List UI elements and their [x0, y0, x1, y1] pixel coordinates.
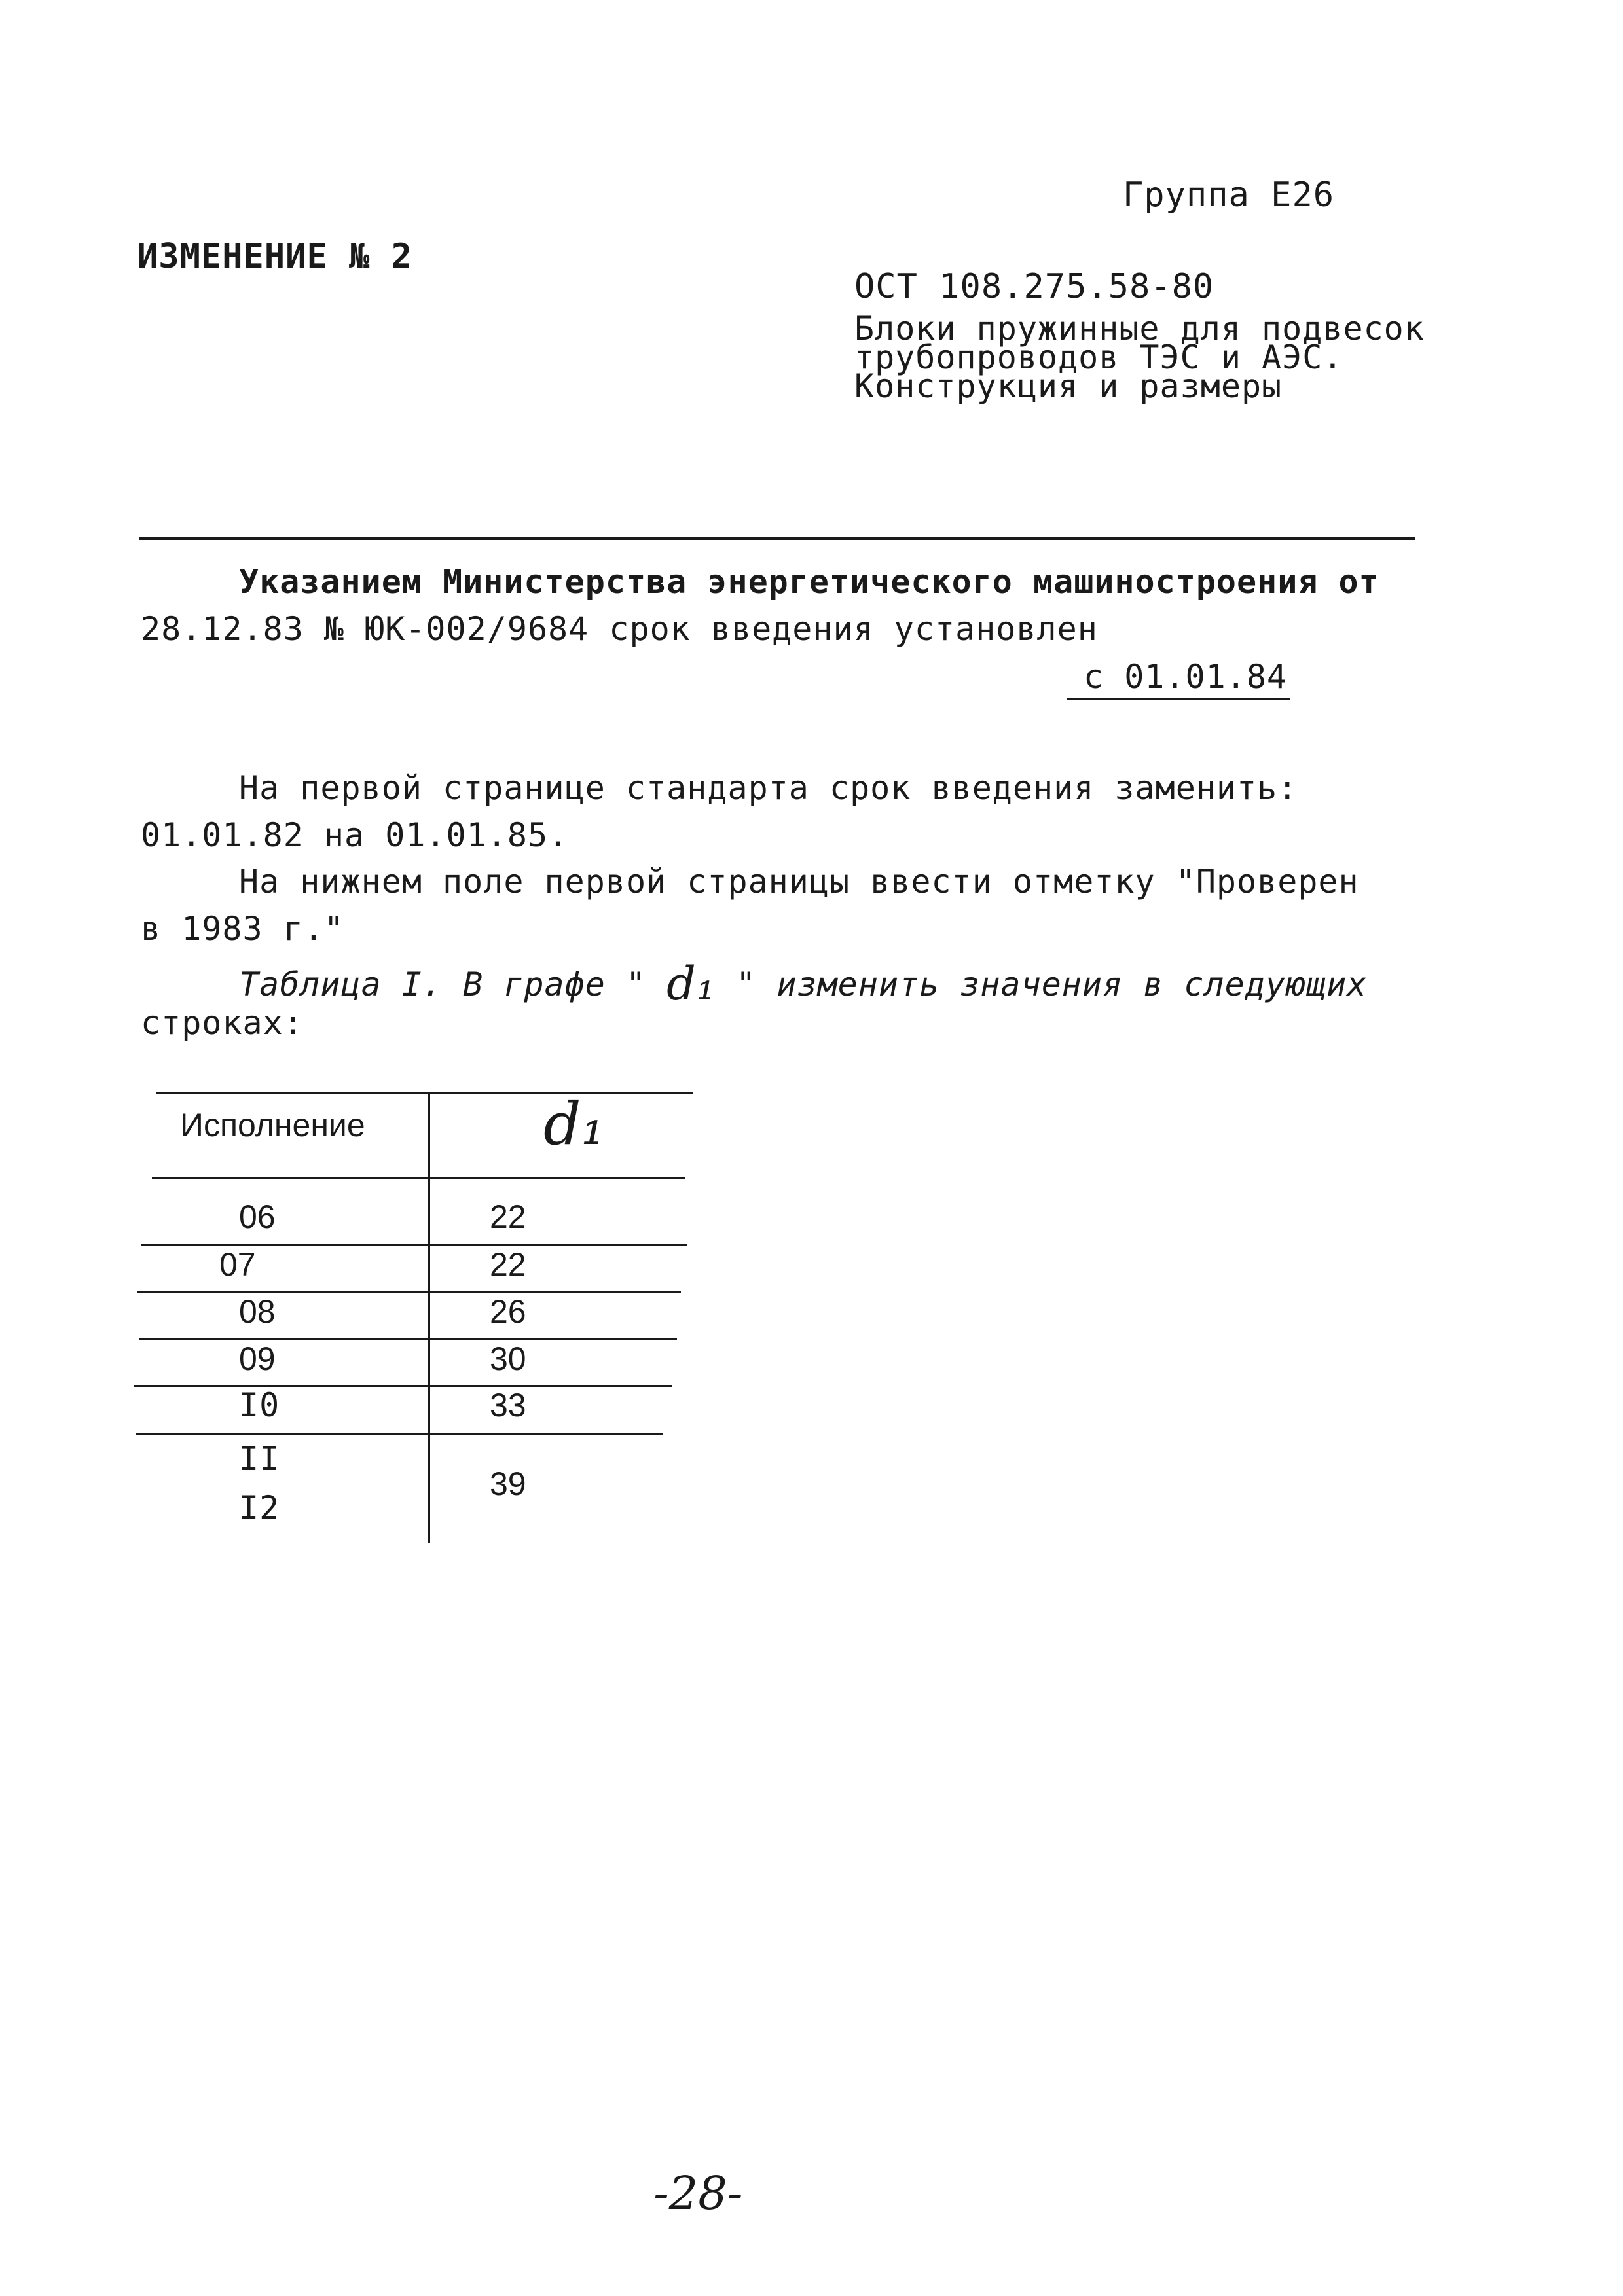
directive-line-2: 28.12.83 № ЮК-002/9684 срок введения установлен [141, 610, 1098, 648]
table-cell-d1: 22 [490, 1198, 526, 1235]
table-cell-d1: 33 [490, 1387, 526, 1424]
table-cell-variant: II [239, 1440, 280, 1478]
paragraph-2-line-2: в 1983 г." [141, 910, 345, 948]
table-row-rule [139, 1338, 677, 1340]
title-line: Блоки пружинные для подвесок [854, 310, 1425, 348]
paragraph-1-line-2: 01.01.82 на 01.01.85. [141, 816, 569, 854]
header-divider [139, 537, 1415, 540]
standard-title [854, 310, 1425, 405]
directive-line-1: Указанием Министерства энергетического машиностроения от [239, 563, 1379, 601]
table-cell-d1: 39 [490, 1465, 526, 1502]
page-number: -28- [653, 2166, 743, 2220]
title-line: Конструкция и размеры [854, 367, 1283, 405]
paragraph-2-line-1: На нижнем поле первой страницы ввести отметку "Проверен [239, 863, 1359, 901]
table-cell-variant: 06 [239, 1198, 276, 1235]
table-instruction: " изменить значения в следующих [736, 965, 1368, 1003]
table-cell-variant: 08 [239, 1293, 276, 1330]
d1-symbol: d₁ [666, 957, 716, 1011]
table-row-rule [134, 1385, 672, 1387]
table-row-rule [137, 1291, 681, 1293]
table-cell-d1: 30 [490, 1340, 526, 1377]
title-line: трубопроводов ТЭС и АЭС. [854, 338, 1343, 376]
column-header-d1: d₁ [543, 1090, 605, 1158]
table-reference: Таблица I. В графе " [239, 965, 647, 1003]
table-top-rule [156, 1092, 693, 1094]
table-cell-variant: 07 [219, 1246, 256, 1283]
group-label: Группа Е26 [1123, 175, 1335, 215]
effective-date: с 01.01.84 [1084, 658, 1288, 696]
change-number: ИЗМЕНЕНИЕ № 2 [137, 237, 412, 276]
table-column-divider [428, 1092, 430, 1543]
table-row-rule [136, 1433, 663, 1435]
paragraph-3-line-2: строках: [141, 1004, 304, 1042]
effective-date-underline [1067, 698, 1290, 700]
table-cell-variant: I0 [239, 1386, 280, 1424]
paragraph-1-line-1: На первой странице стандарта срок введения заменить: [239, 769, 1298, 807]
column-header-variant: Исполнение [180, 1107, 365, 1143]
table-cell-d1: 22 [490, 1246, 526, 1283]
table-header-rule [152, 1177, 685, 1179]
table-cell-variant: 09 [239, 1340, 276, 1377]
table-cell-variant: I2 [239, 1489, 280, 1527]
standard-code: ОСТ 108.275.58-80 [854, 267, 1214, 306]
table-cell-d1: 26 [490, 1293, 526, 1330]
paragraph-3-line-1 [239, 957, 1367, 1011]
